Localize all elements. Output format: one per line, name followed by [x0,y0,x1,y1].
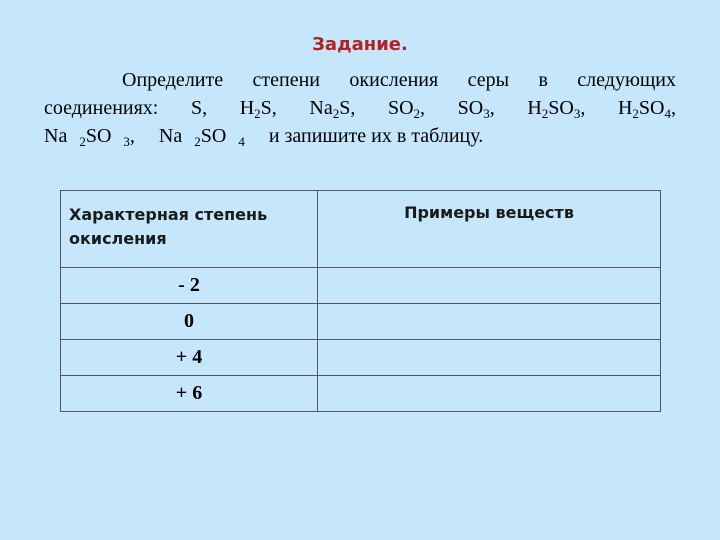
task-word: следующих [577,69,676,91]
formula-text: Na [309,97,333,119]
formula-separator: , [271,97,277,119]
formula-text: S [260,97,272,119]
formula-subscript: 3 [573,106,581,121]
formula-text: SO [200,125,227,147]
compound-formula [44,122,147,150]
oxidation-state-cell: 0 [61,304,318,340]
formula-separator: , [129,125,135,147]
formula-separator: , [580,97,586,119]
formula-text: H [527,97,542,119]
examples-cell[interactable] [318,376,661,412]
task-line-2 [44,94,676,122]
formula-subscript: 2 [79,134,86,149]
task-text [44,66,676,150]
formula-separator: , [489,97,495,119]
formula-text: Na [158,125,183,147]
formula-subscript: 2 [254,106,261,121]
compound-formula [309,94,355,122]
oxidation-table [60,190,661,412]
formula-subscript: 2 [632,106,639,121]
compound-formula [240,94,277,122]
task-closing: и запишите их в таблицу. [268,125,484,147]
examples-cell[interactable] [318,304,661,340]
formula-text: H [617,97,633,119]
table-header-row [61,191,661,268]
formula-text: Na [44,125,68,147]
formula-separator: , [671,97,676,119]
formula-subscript: 4 [238,134,245,149]
formula-text: SO [457,97,484,119]
page-title: Задание. [312,34,408,55]
examples-cell[interactable] [318,340,661,376]
task-word: в [538,69,548,91]
formula-subscript: 2 [332,106,340,121]
formula-subscript: 2 [194,134,201,149]
task-word: серы [467,69,510,91]
header-examples: Примеры веществ [318,191,661,268]
compound-formula [191,94,207,122]
compound-formula [458,94,495,122]
task-word: соединениях: [44,97,159,119]
formula-subscript: 3 [123,134,130,149]
formula-text: SO [548,97,574,119]
formula-separator: , [202,97,208,119]
oxidation-state-cell: - 2 [61,268,318,304]
task-word: Определите [122,69,224,91]
oxidation-state-cell: + 6 [61,376,318,412]
table-row [61,268,661,304]
formula-subscript: 3 [483,106,490,121]
task-line-3 [44,122,676,150]
formula-separator: , [350,97,356,119]
task-word: степени [252,69,321,91]
formula-text: S [339,97,351,119]
formula-text: SO [387,97,414,119]
formula-text: H [239,97,255,119]
compound-formula [159,122,257,150]
formula-text: SO [85,125,112,147]
table-row [61,340,661,376]
formula-subscript: 4 [664,106,671,121]
formula-text: S [190,97,203,119]
compound-formula [618,94,676,122]
compound-formula [388,94,425,122]
table-row [61,304,661,340]
header-oxidation-state: Характерная степень окисления [61,191,318,268]
compound-formula [527,94,585,122]
task-word: окисления [349,69,439,91]
table-row [61,376,661,412]
formula-text: SO [638,97,665,119]
formula-subscript: 2 [541,106,549,121]
examples-cell[interactable] [318,268,661,304]
formula-subscript: 2 [413,106,421,121]
formula-separator: , [420,97,426,119]
oxidation-state-cell: + 4 [61,340,318,376]
task-line-1 [44,66,676,94]
